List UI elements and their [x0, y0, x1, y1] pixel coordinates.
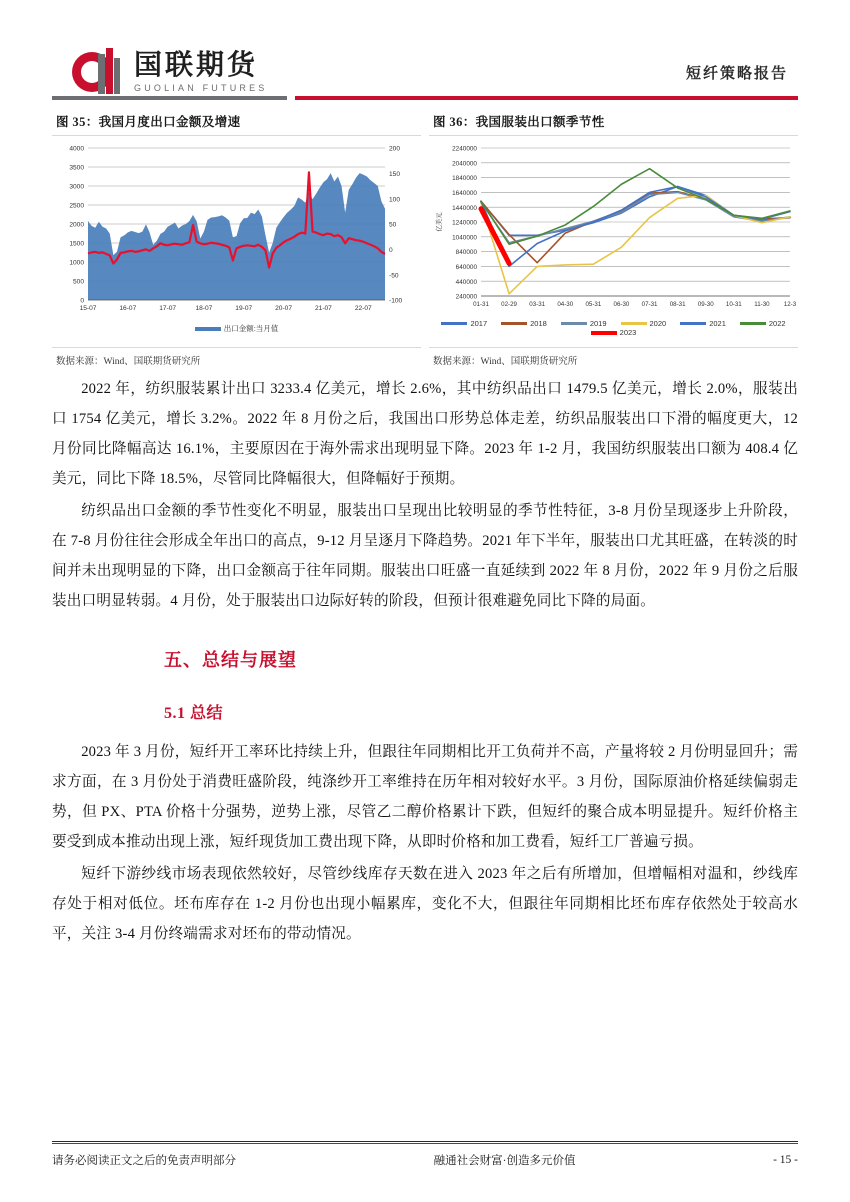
legend-swatch-icon: [680, 322, 706, 325]
svg-text:2240000: 2240000: [452, 145, 477, 153]
logo-name-cn: 国联期货: [134, 49, 259, 81]
legend-swatch-icon: [195, 327, 221, 331]
svg-text:150: 150: [389, 170, 401, 178]
document-body: [52, 374, 798, 951]
svg-text:2040000: 2040000: [452, 160, 477, 168]
figure-35-source: 数据来源：Wind、国联期货研究所: [52, 347, 421, 367]
footer-disclaimer: 请务必阅读正文之后的免责声明部分: [52, 1155, 236, 1167]
legend-item: [591, 328, 637, 337]
svg-text:440000: 440000: [455, 278, 477, 286]
svg-text:21-07: 21-07: [314, 305, 332, 312]
svg-text:100: 100: [389, 196, 401, 204]
legend-label: 2020: [649, 319, 667, 328]
page-footer: [52, 1141, 798, 1169]
company-logo: [72, 48, 268, 96]
paragraph: 2023 年 3 月份，短纤开工率环比持续上升，但跟往年同期相比开工负荷并不高，产量将较 2 月份明显回升；需求方面，在 3 月份处于消费旺盛阶段，纯涤纱开工率维持在历年相对较好水平。3 月份，国际原油价格延续偏弱走势，但 PX、PTA 价格十分强势，逆势上涨，尽管乙二醇价格累计下跌，但短纤的聚合成本明显提升。短纤价格主要受到成本推动出现上涨，短纤现货加工费出现下降，从即时价格和加工费看，短纤工厂普遍亏损。: [52, 744, 798, 850]
svg-text:1640000: 1640000: [452, 190, 477, 197]
svg-text:15-07: 15-07: [79, 305, 97, 312]
svg-text:01-31: 01-31: [473, 301, 489, 308]
figure-36-body: [429, 136, 798, 345]
svg-text:20-07: 20-07: [275, 305, 293, 312]
export-amount-growth-chart: [52, 140, 421, 345]
svg-text:19-07: 19-07: [235, 305, 253, 312]
page-header: [0, 0, 850, 100]
svg-text:1040000: 1040000: [452, 234, 477, 242]
figure-35-body: [52, 136, 421, 345]
footer-divider: [52, 1141, 798, 1142]
figure-36-title: 图 36：我国服装出口额季节性: [429, 108, 798, 136]
svg-text:10-31: 10-31: [725, 301, 742, 308]
svg-text:08-31: 08-31: [669, 301, 686, 308]
svg-text:11-30: 11-30: [754, 301, 770, 308]
svg-text:2000: 2000: [69, 221, 84, 229]
figure-36-source: 数据来源：Wind、国联期货研究所: [429, 347, 798, 367]
svg-text:1840000: 1840000: [452, 175, 477, 183]
figure-36: [425, 108, 798, 367]
svg-text:240000: 240000: [455, 293, 477, 301]
figure-35-title: 图 35：我国月度出口金额及增速: [52, 108, 421, 136]
svg-text:4000: 4000: [69, 145, 84, 153]
section-heading: 五、总结与展望: [164, 650, 297, 670]
svg-text:07-31: 07-31: [641, 301, 658, 308]
legend-item: [740, 319, 786, 328]
chart-2-legend: [429, 319, 798, 337]
svg-text:2500: 2500: [69, 202, 84, 210]
legend-label: 出口金额:当月值: [223, 324, 279, 333]
chart-canvas-1: [52, 140, 421, 322]
svg-text:1500: 1500: [69, 240, 84, 248]
footer-slogan: 融通社会财富·创造多元价值: [433, 1155, 576, 1167]
svg-text:12-3: 12-3: [783, 301, 797, 308]
legend-swatch-icon: [501, 322, 527, 325]
svg-text:1000: 1000: [69, 259, 84, 267]
figure-block: [52, 108, 798, 367]
chart-canvas-2: [429, 140, 798, 318]
legend-item: [680, 319, 726, 328]
svg-text:17-07: 17-07: [159, 305, 177, 312]
svg-text:22-07: 22-07: [354, 305, 372, 312]
legend-label: 2023: [619, 328, 637, 337]
paragraph: 短纤下游纱线市场表现依然较好，尽管纱线库存天数在进入 2023 年之后有所增加，但增幅相对温和，纱线库存处于相对低位。坯布库存在 1-2 月份也出现小幅累库，变化不大，但跟往年同期相比坯布库存依然处于较高水平，关注 3-4 月份终端需求对坯布的带动情况。: [52, 866, 798, 942]
legend-item: [501, 319, 547, 328]
header-divider: [52, 96, 798, 100]
svg-text:0: 0: [389, 246, 393, 254]
apparel-export-seasonality-chart: [429, 140, 798, 345]
legend-swatch-icon: [441, 322, 467, 325]
legend-item: [621, 319, 667, 328]
svg-text:-100: -100: [389, 297, 403, 305]
legend-label: 2019: [589, 319, 607, 328]
svg-text:18-07: 18-07: [195, 305, 213, 312]
legend-item: [195, 323, 279, 334]
logo-name-en: GUOLIAN FUTURES: [134, 83, 268, 94]
svg-text:1440000: 1440000: [452, 204, 477, 212]
chart-1-legend: [52, 323, 421, 334]
paragraph: 2022 年，纺织服装累计出口 3233.4 亿美元，增长 2.6%，其中纺织品出口 1479.5 亿美元，增长 2.0%，服装出口 1754 亿美元，增长 3.2%。2022 年 8 月份之后，我国出口形势总体走差，纺织品服装出口下滑的幅度更大，12 月份同比降幅高达 16.1%，主要原因在于海外需求出现明显下降。2023 年 1-2 月，我国纺织服装出口额为 408.4 亿美元，同比下降 18.5%，尽管同比降幅很大，但降幅好于预期。: [52, 381, 798, 487]
svg-text:200: 200: [389, 145, 401, 153]
svg-text:0: 0: [80, 297, 84, 305]
svg-text:3500: 3500: [69, 164, 84, 172]
report-title: 短纤策略报告: [685, 66, 788, 82]
legend-swatch-icon: [591, 331, 617, 335]
legend-label: 2018: [530, 319, 547, 328]
svg-text:04-30: 04-30: [557, 301, 574, 308]
legend-swatch-icon: [561, 322, 587, 325]
paragraph: 纺织品出口金额的季节性变化不明显，服装出口呈现出比较明显的季节性特征，3-8 月份呈现逐步上升阶段，在 7-8 月份往往会形成全年出口的高点，9-12 月呈逐月下降趋势。2021 年下半年，服装出口尤其旺盛，在转淡的时间并未出现明显的下降，出口金额高于往年同期。服装出口旺盛一直延续到 2022 年 8 月份，2022 年 9 月份之后服装出口明显转弱。4 月份，处于服装出口边际好转的阶段，但预计很难避免同比下降的局面。: [52, 503, 798, 609]
svg-text:02-29: 02-29: [501, 301, 518, 308]
svg-text:50: 50: [389, 221, 397, 229]
figure-35: [52, 108, 425, 367]
legend-label: 2021: [709, 319, 726, 328]
svg-text:640000: 640000: [455, 264, 477, 271]
logo-mark-icon: [72, 48, 124, 96]
svg-text:3000: 3000: [69, 183, 84, 191]
svg-text:1240000: 1240000: [452, 219, 477, 227]
legend-swatch-icon: [740, 322, 766, 325]
legend-label: 2022: [768, 319, 786, 328]
svg-text:840000: 840000: [455, 249, 477, 257]
svg-text:03-31: 03-31: [529, 301, 546, 308]
svg-text:亿美元: 亿美元: [436, 212, 443, 232]
svg-text:06-30: 06-30: [613, 301, 630, 308]
legend-item: [561, 319, 607, 328]
svg-text:-50: -50: [389, 272, 399, 280]
svg-text:16-07: 16-07: [119, 305, 137, 312]
footer-divider-accent: [52, 1143, 798, 1144]
legend-label: 2017: [470, 319, 488, 328]
legend-swatch-icon: [621, 322, 647, 325]
page-number: - 15 -: [773, 1154, 798, 1166]
svg-text:05-31: 05-31: [585, 301, 602, 308]
legend-item: [441, 319, 487, 328]
svg-text:500: 500: [72, 278, 84, 286]
subsection-heading: 5.1 总结: [164, 705, 224, 722]
svg-text:09-30: 09-30: [697, 301, 714, 308]
